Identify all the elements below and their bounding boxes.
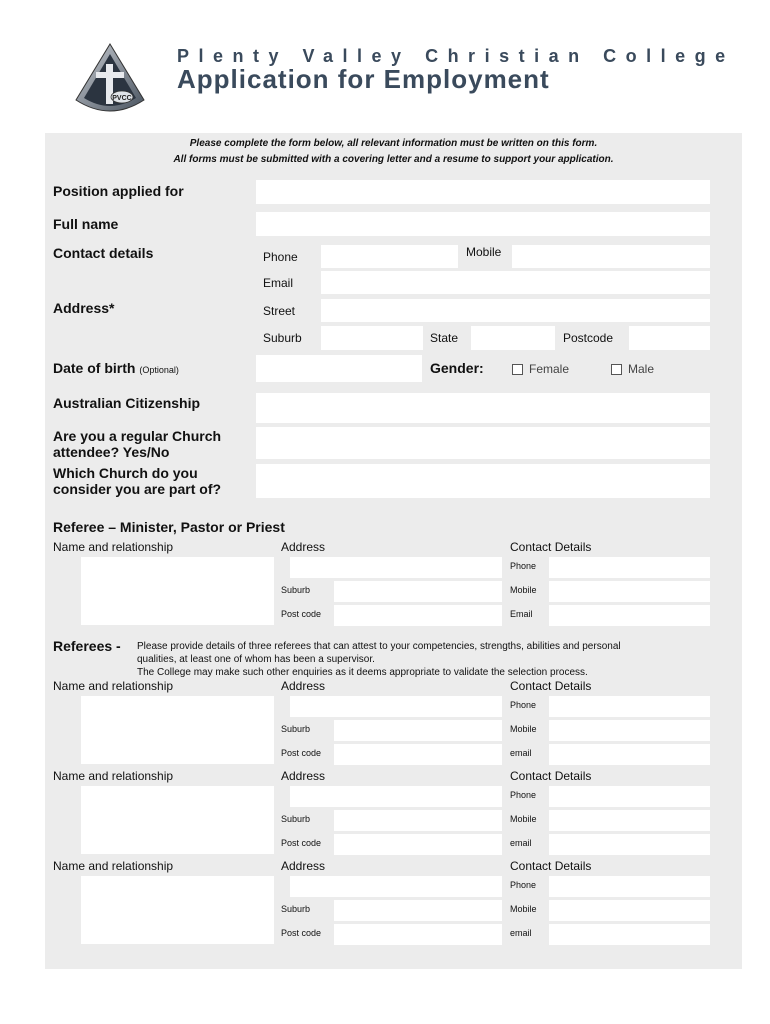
church-attendee-label-2: attendee? Yes/No	[53, 444, 170, 460]
referee3-phone-label: Phone	[510, 880, 537, 890]
dob-field[interactable]	[256, 355, 422, 382]
minister-mobile-field[interactable]	[549, 581, 710, 602]
referee2-phone-label: Phone	[510, 790, 537, 800]
referee3-suburb-label: Suburb	[281, 904, 311, 914]
referees-note-3: The College may make such other enquiries as it deems appropriate to validate the selection process.	[137, 667, 588, 678]
referee2-name-field[interactable]	[81, 786, 274, 854]
referee3-mobile-field[interactable]	[549, 900, 710, 921]
suburb-field[interactable]	[321, 326, 423, 350]
phone-label: Phone	[263, 250, 298, 264]
minister-mobile-label: Mobile	[510, 585, 537, 595]
female-label: Female	[529, 362, 570, 376]
referee3-mobile-label: Mobile	[510, 904, 537, 914]
referee1-suburb-label: Suburb	[281, 724, 311, 734]
street-field[interactable]	[321, 299, 710, 322]
referee3-postcode-label: Post code	[281, 928, 322, 938]
postcode-field[interactable]	[629, 326, 710, 350]
which-church-label-2: consider you are part of?	[53, 481, 222, 497]
referee3-name-field[interactable]	[81, 876, 274, 944]
referee2-postcode-label: Post code	[281, 838, 322, 848]
position-label: Position applied for	[53, 183, 184, 199]
dob-label-text: Date of birth	[53, 360, 136, 376]
which-church-label-1: Which Church do you	[53, 465, 198, 481]
minister-contact-label: Contact Details	[510, 540, 592, 554]
gender-male-option[interactable]	[611, 362, 654, 376]
referee1-contact-label: Contact Details	[510, 679, 592, 693]
referee1-suburb-field[interactable]	[334, 720, 502, 741]
referee2-address-label: Address	[281, 769, 326, 783]
referee2-contact-label: Contact Details	[510, 769, 592, 783]
state-label: State	[430, 331, 459, 345]
referee1-postcode-field[interactable]	[334, 744, 502, 765]
referee3-email-field[interactable]	[549, 924, 710, 945]
male-checkbox[interactable]	[611, 364, 622, 375]
referee2-suburb-field[interactable]	[334, 810, 502, 831]
minister-address-field[interactable]	[290, 557, 502, 578]
gender-female-option[interactable]	[512, 362, 569, 376]
referee3-suburb-field[interactable]	[334, 900, 502, 921]
referee2-phone-field[interactable]	[549, 786, 710, 807]
referee2-postcode-field[interactable]	[334, 834, 502, 855]
minister-name-field[interactable]	[81, 557, 274, 625]
logo-text: PVCC	[112, 95, 132, 102]
dob-optional-note: (Optional)	[139, 365, 179, 375]
referee1-mobile-label: Mobile	[510, 724, 537, 734]
referee2-suburb-label: Suburb	[281, 814, 311, 824]
full-name-field[interactable]	[256, 212, 710, 236]
referee1-address-label: Address	[281, 679, 326, 693]
referee2-address-field[interactable]	[290, 786, 502, 807]
minister-phone-label: Phone	[510, 561, 537, 571]
referee3-address-field[interactable]	[290, 876, 502, 897]
phone-field[interactable]	[321, 245, 458, 268]
minister-suburb-label: Suburb	[281, 585, 311, 595]
school-name: Plenty Valley Christian College	[177, 46, 735, 66]
referee2-mobile-label: Mobile	[510, 814, 537, 824]
referees-note-2: qualities, at least one of whom has been a supervisor.	[137, 654, 375, 665]
referee1-email-field[interactable]	[549, 744, 710, 765]
referee3-address-label: Address	[281, 859, 326, 873]
position-field[interactable]	[256, 180, 710, 204]
full-name-label: Full name	[53, 216, 119, 232]
email-field[interactable]	[321, 271, 710, 294]
referee3-contact-label: Contact Details	[510, 859, 592, 873]
referee1-postcode-label: Post code	[281, 748, 322, 758]
dob-label	[53, 360, 179, 376]
referees-note-1: Please provide details of three referees that can attest to your competencies, strengths, abilities and personal	[137, 641, 621, 652]
address-label: Address*	[53, 300, 115, 316]
minister-phone-field[interactable]	[549, 557, 710, 578]
minister-postcode-field[interactable]	[334, 605, 502, 626]
church-attendee-label-1: Are you a regular Church	[53, 428, 222, 444]
minister-name-rel-label: Name and relationship	[53, 540, 174, 554]
referee1-address-field[interactable]	[290, 696, 502, 717]
referee1-phone-label: Phone	[510, 700, 537, 710]
suburb-label: Suburb	[263, 331, 302, 345]
referee2-email-label: email	[510, 838, 532, 848]
minister-email-field[interactable]	[549, 605, 710, 626]
referee3-phone-field[interactable]	[549, 876, 710, 897]
intro-line-1: Please complete the form below, all relevant information must be written on this form.	[189, 138, 598, 149]
minister-email-label: Email	[510, 609, 533, 619]
citizenship-field[interactable]	[256, 393, 710, 423]
referee2-mobile-field[interactable]	[549, 810, 710, 831]
minister-suburb-field[interactable]	[334, 581, 502, 602]
minister-referee-heading: Referee – Minister, Pastor or Priest	[53, 519, 285, 535]
referees-heading: Referees -	[53, 638, 121, 654]
which-church-field[interactable]	[256, 464, 710, 498]
minister-address-label: Address	[281, 540, 326, 554]
minister-postcode-label: Post code	[281, 609, 322, 619]
referee3-postcode-field[interactable]	[334, 924, 502, 945]
mobile-field[interactable]	[512, 245, 710, 268]
female-checkbox[interactable]	[512, 364, 523, 375]
gender-label: Gender:	[430, 360, 484, 376]
college-logo	[70, 40, 150, 120]
referee3-email-label: email	[510, 928, 532, 938]
street-label: Street	[263, 304, 296, 318]
male-label: Male	[628, 362, 655, 376]
mobile-label: Mobile	[466, 245, 502, 259]
form-title: Application for Employment	[177, 64, 550, 94]
referee1-mobile-field[interactable]	[549, 720, 710, 741]
referee1-email-label: email	[510, 748, 532, 758]
referee1-phone-field[interactable]	[549, 696, 710, 717]
referee1-name-field[interactable]	[81, 696, 274, 764]
state-field[interactable]	[471, 326, 555, 350]
church-attendee-field[interactable]	[256, 427, 710, 459]
contact-details-label: Contact details	[53, 245, 154, 261]
referee1-name-rel-label: Name and relationship	[53, 679, 174, 693]
intro-line-2: All forms must be submitted with a covering letter and a resume to support your application.	[173, 154, 614, 165]
referee2-email-field[interactable]	[549, 834, 710, 855]
referee3-name-rel-label: Name and relationship	[53, 859, 174, 873]
postcode-label: Postcode	[563, 331, 614, 345]
citizenship-label: Australian Citizenship	[53, 395, 201, 411]
email-label: Email	[263, 276, 294, 290]
referee2-name-rel-label: Name and relationship	[53, 769, 174, 783]
